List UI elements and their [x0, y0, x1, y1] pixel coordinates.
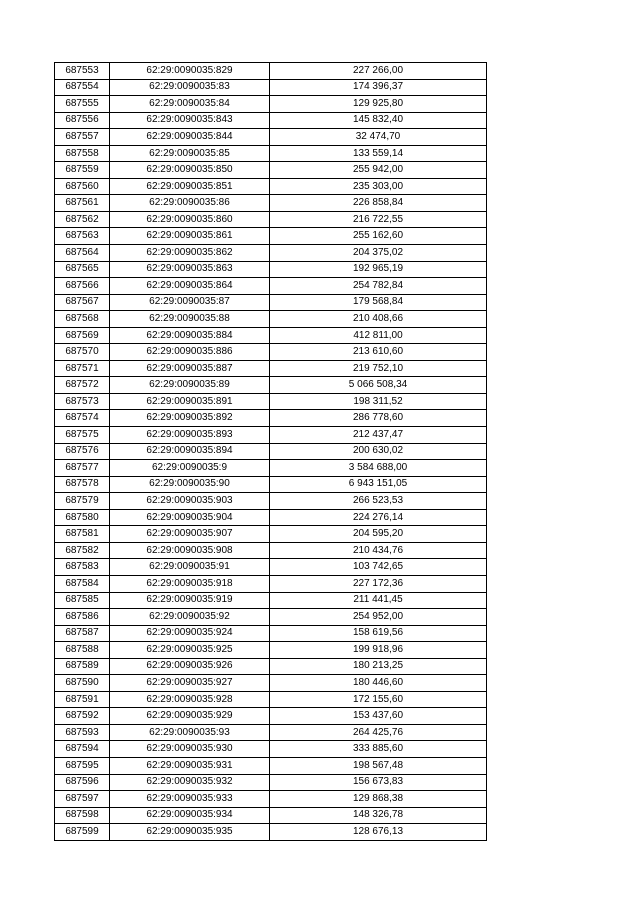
row-number-cell: 687598 [55, 807, 110, 824]
table-row [55, 757, 487, 774]
table-row [55, 228, 487, 245]
row-number-cell: 687595 [55, 757, 110, 774]
cadastral-value-cell: 204 375,02 [270, 245, 487, 262]
cadastral-number-cell: 62:29:0090035:860 [110, 211, 270, 228]
table-row [55, 675, 487, 692]
table-row [55, 112, 487, 129]
cadastral-value-cell: 210 434,76 [270, 542, 487, 559]
cadastral-value-cell: 103 742,65 [270, 559, 487, 576]
cadastral-value-cell: 6 943 151,05 [270, 476, 487, 493]
cadastral-number-cell: 62:29:0090035:93 [110, 724, 270, 741]
cadastral-number-cell: 62:29:0090035:829 [110, 63, 270, 80]
row-number-cell: 687590 [55, 675, 110, 692]
row-number-cell: 687589 [55, 658, 110, 675]
row-number-cell: 687563 [55, 228, 110, 245]
table-row [55, 724, 487, 741]
table-row [55, 377, 487, 394]
cadastral-number-cell: 62:29:0090035:91 [110, 559, 270, 576]
cadastral-value-cell: 133 559,14 [270, 145, 487, 162]
cadastral-value-cell: 180 213,25 [270, 658, 487, 675]
row-number-cell: 687584 [55, 575, 110, 592]
table-row [55, 658, 487, 675]
cadastral-number-cell: 62:29:0090035:89 [110, 377, 270, 394]
table-row [55, 129, 487, 146]
cadastral-value-cell: 180 446,60 [270, 675, 487, 692]
row-number-cell: 687579 [55, 493, 110, 510]
cadastral-number-cell: 62:29:0090035:908 [110, 542, 270, 559]
cadastral-value-cell: 192 965,19 [270, 261, 487, 278]
table-body [55, 63, 487, 841]
cadastral-value-cell: 219 752,10 [270, 360, 487, 377]
cadastral-number-cell: 62:29:0090035:884 [110, 327, 270, 344]
row-number-cell: 687553 [55, 63, 110, 80]
table-row [55, 824, 487, 841]
cadastral-value-cell: 212 437,47 [270, 427, 487, 444]
table-row [55, 261, 487, 278]
row-number-cell: 687576 [55, 443, 110, 460]
cadastral-number-cell: 62:29:0090035:934 [110, 807, 270, 824]
cadastral-number-cell: 62:29:0090035:933 [110, 791, 270, 808]
cadastral-number-cell: 62:29:0090035:88 [110, 311, 270, 328]
cadastral-number-cell: 62:29:0090035:925 [110, 642, 270, 659]
cadastral-value-cell: 198 311,52 [270, 393, 487, 410]
table-row [55, 178, 487, 195]
cadastral-number-cell: 62:29:0090035:887 [110, 360, 270, 377]
row-number-cell: 687554 [55, 79, 110, 96]
table-row [55, 96, 487, 113]
cadastral-number-cell: 62:29:0090035:862 [110, 245, 270, 262]
table-row [55, 344, 487, 361]
cadastral-value-cell: 255 162,60 [270, 228, 487, 245]
table-row [55, 443, 487, 460]
cadastral-value-cell: 216 722,55 [270, 211, 487, 228]
row-number-cell: 687599 [55, 824, 110, 841]
cadastral-value-cell: 199 918,96 [270, 642, 487, 659]
cadastral-value-cell: 5 066 508,34 [270, 377, 487, 394]
cadastral-value-cell: 128 676,13 [270, 824, 487, 841]
cadastral-number-cell: 62:29:0090035:904 [110, 509, 270, 526]
row-number-cell: 687559 [55, 162, 110, 179]
row-number-cell: 687573 [55, 393, 110, 410]
row-number-cell: 687572 [55, 377, 110, 394]
cadastral-number-cell: 62:29:0090035:92 [110, 609, 270, 626]
row-number-cell: 687582 [55, 542, 110, 559]
cadastral-value-cell: 145 832,40 [270, 112, 487, 129]
cadastral-value-cell: 235 303,00 [270, 178, 487, 195]
row-number-cell: 687591 [55, 691, 110, 708]
cadastral-number-cell: 62:29:0090035:918 [110, 575, 270, 592]
cadastral-value-cell: 32 474,70 [270, 129, 487, 146]
cadastral-number-cell: 62:29:0090035:850 [110, 162, 270, 179]
cadastral-number-cell: 62:29:0090035:927 [110, 675, 270, 692]
table-row [55, 774, 487, 791]
row-number-cell: 687567 [55, 294, 110, 311]
cadastral-value-cell: 3 584 688,00 [270, 460, 487, 477]
table-row [55, 278, 487, 295]
cadastral-value-cell: 153 437,60 [270, 708, 487, 725]
table-row [55, 145, 487, 162]
cadastral-value-cell: 286 778,60 [270, 410, 487, 427]
cadastral-value-cell: 227 172,36 [270, 575, 487, 592]
cadastral-value-cell: 129 868,38 [270, 791, 487, 808]
cadastral-number-cell: 62:29:0090035:894 [110, 443, 270, 460]
cadastral-value-cell: 226 858,84 [270, 195, 487, 212]
cadastral-number-cell: 62:29:0090035:932 [110, 774, 270, 791]
row-number-cell: 687568 [55, 311, 110, 328]
cadastral-value-cell: 172 155,60 [270, 691, 487, 708]
cadastral-number-cell: 62:29:0090035:85 [110, 145, 270, 162]
cadastral-value-cell: 211 441,45 [270, 592, 487, 609]
row-number-cell: 687575 [55, 427, 110, 444]
cadastral-number-cell: 62:29:0090035:90 [110, 476, 270, 493]
table-row [55, 79, 487, 96]
row-number-cell: 687570 [55, 344, 110, 361]
table-row [55, 460, 487, 477]
row-number-cell: 687566 [55, 278, 110, 295]
row-number-cell: 687556 [55, 112, 110, 129]
cadastral-value-cell: 210 408,66 [270, 311, 487, 328]
cadastral-number-cell: 62:29:0090035:84 [110, 96, 270, 113]
table-row [55, 509, 487, 526]
cadastral-number-cell: 62:29:0090035:903 [110, 493, 270, 510]
cadastral-value-cell: 158 619,56 [270, 625, 487, 642]
cadastral-number-cell: 62:29:0090035:935 [110, 824, 270, 841]
table-row [55, 575, 487, 592]
cadastral-number-cell: 62:29:0090035:893 [110, 427, 270, 444]
cadastral-number-cell: 62:29:0090035:919 [110, 592, 270, 609]
table-row [55, 625, 487, 642]
cadastral-number-cell: 62:29:0090035:86 [110, 195, 270, 212]
row-number-cell: 687583 [55, 559, 110, 576]
table-row [55, 526, 487, 543]
row-number-cell: 687585 [55, 592, 110, 609]
cadastral-value-cell: 264 425,76 [270, 724, 487, 741]
row-number-cell: 687593 [55, 724, 110, 741]
cadastral-value-cell: 198 567,48 [270, 757, 487, 774]
table-row [55, 393, 487, 410]
cadastral-number-cell: 62:29:0090035:851 [110, 178, 270, 195]
table-row [55, 542, 487, 559]
table-row [55, 327, 487, 344]
table-row [55, 294, 487, 311]
row-number-cell: 687562 [55, 211, 110, 228]
table-row [55, 245, 487, 262]
cadastral-number-cell: 62:29:0090035:907 [110, 526, 270, 543]
cadastral-number-cell: 62:29:0090035:843 [110, 112, 270, 129]
cadastral-value-cell: 156 673,83 [270, 774, 487, 791]
row-number-cell: 687594 [55, 741, 110, 758]
cadastral-number-cell: 62:29:0090035:863 [110, 261, 270, 278]
table-row [55, 195, 487, 212]
row-number-cell: 687564 [55, 245, 110, 262]
row-number-cell: 687577 [55, 460, 110, 477]
cadastral-number-cell: 62:29:0090035:931 [110, 757, 270, 774]
cadastral-value-cell: 412 811,00 [270, 327, 487, 344]
cadastral-value-cell: 255 942,00 [270, 162, 487, 179]
cadastral-number-cell: 62:29:0090035:844 [110, 129, 270, 146]
table-row [55, 493, 487, 510]
row-number-cell: 687574 [55, 410, 110, 427]
cadastral-number-cell: 62:29:0090035:87 [110, 294, 270, 311]
row-number-cell: 687592 [55, 708, 110, 725]
cadastral-number-cell: 62:29:0090035:928 [110, 691, 270, 708]
table-row [55, 592, 487, 609]
cadastral-value-cell: 179 568,84 [270, 294, 487, 311]
row-number-cell: 687587 [55, 625, 110, 642]
table-row [55, 741, 487, 758]
table-row [55, 691, 487, 708]
table-row [55, 410, 487, 427]
table-row [55, 211, 487, 228]
cadastral-value-cell: 224 276,14 [270, 509, 487, 526]
row-number-cell: 687596 [55, 774, 110, 791]
cadastral-value-cell: 213 610,60 [270, 344, 487, 361]
row-number-cell: 687580 [55, 509, 110, 526]
table-row [55, 476, 487, 493]
row-number-cell: 687557 [55, 129, 110, 146]
cadastral-number-cell: 62:29:0090035:892 [110, 410, 270, 427]
cadastral-value-cell: 333 885,60 [270, 741, 487, 758]
row-number-cell: 687578 [55, 476, 110, 493]
cadastral-number-cell: 62:29:0090035:83 [110, 79, 270, 96]
cadastral-number-cell: 62:29:0090035:930 [110, 741, 270, 758]
cadastral-value-cell: 129 925,80 [270, 96, 487, 113]
cadastral-number-cell: 62:29:0090035:891 [110, 393, 270, 410]
cadastral-number-cell: 62:29:0090035:929 [110, 708, 270, 725]
cadastral-value-table [54, 62, 487, 841]
table-row [55, 642, 487, 659]
cadastral-value-cell: 148 326,78 [270, 807, 487, 824]
row-number-cell: 687597 [55, 791, 110, 808]
row-number-cell: 687561 [55, 195, 110, 212]
table-row [55, 559, 487, 576]
cadastral-value-cell: 254 782,84 [270, 278, 487, 295]
row-number-cell: 687571 [55, 360, 110, 377]
cadastral-value-cell: 174 396,37 [270, 79, 487, 96]
table-row [55, 63, 487, 80]
table-row [55, 311, 487, 328]
row-number-cell: 687581 [55, 526, 110, 543]
cadastral-value-cell: 266 523,53 [270, 493, 487, 510]
cadastral-number-cell: 62:29:0090035:9 [110, 460, 270, 477]
cadastral-value-cell: 200 630,02 [270, 443, 487, 460]
cadastral-value-cell: 227 266,00 [270, 63, 487, 80]
cadastral-number-cell: 62:29:0090035:926 [110, 658, 270, 675]
cadastral-number-cell: 62:29:0090035:864 [110, 278, 270, 295]
row-number-cell: 687569 [55, 327, 110, 344]
table-row [55, 162, 487, 179]
row-number-cell: 687560 [55, 178, 110, 195]
table-row [55, 791, 487, 808]
table-row [55, 360, 487, 377]
row-number-cell: 687588 [55, 642, 110, 659]
row-number-cell: 687558 [55, 145, 110, 162]
table-row [55, 708, 487, 725]
table-row [55, 427, 487, 444]
cadastral-value-cell: 254 952,00 [270, 609, 487, 626]
table-row [55, 807, 487, 824]
row-number-cell: 687586 [55, 609, 110, 626]
cadastral-number-cell: 62:29:0090035:886 [110, 344, 270, 361]
cadastral-number-cell: 62:29:0090035:924 [110, 625, 270, 642]
table-row [55, 609, 487, 626]
cadastral-number-cell: 62:29:0090035:861 [110, 228, 270, 245]
row-number-cell: 687555 [55, 96, 110, 113]
cadastral-value-cell: 204 595,20 [270, 526, 487, 543]
row-number-cell: 687565 [55, 261, 110, 278]
